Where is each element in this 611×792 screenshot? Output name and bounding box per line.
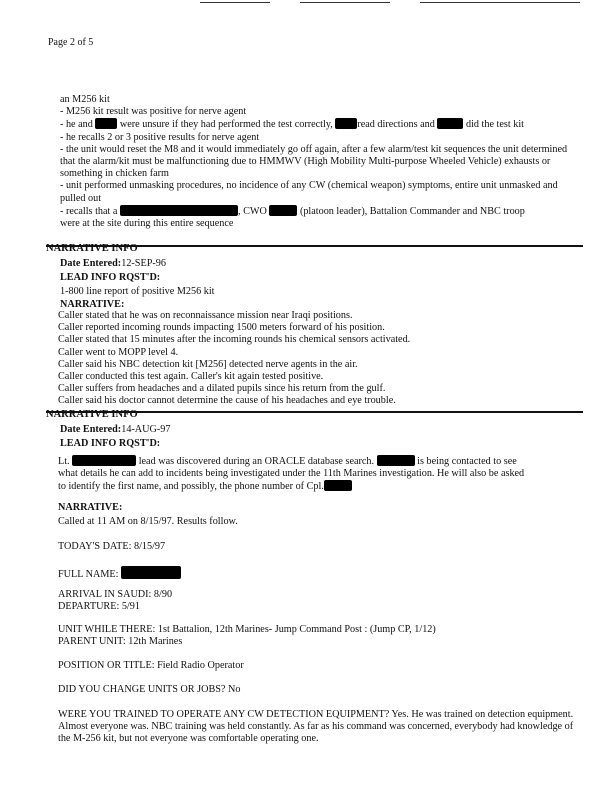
todays-date: TODAY'S DATE: 8/15/97 [58,541,166,552]
note-text: (platoon leader), Battalion Commander and NBC troop [299,205,525,217]
parent-unit-line: PARENT UNIT: 12th Marines [58,636,183,648]
full-name-label: FULL NAME: [58,569,119,580]
unit-info [58,624,571,648]
lead-line [58,480,571,493]
note-text: , CWO [237,205,267,217]
redaction-block [95,118,117,129]
narrative-entry-1 [60,258,571,311]
note-paragraph: - the unit would reset the M8 and it would immediately go off again, after a few alarm/test kit sequences the unit determined that the alarm/kit must be malfunctioning due to HMMWV (High Mobility Multi-purpose Wheeled Vehicle) exhausts or something in chicken farm [60,143,568,180]
top-rule [300,2,390,3]
redaction-block [324,480,352,491]
redaction-block [120,205,238,216]
note-paragraph: - unit performed unmasking procedures, no incidence of any CW (chemical weapon) symptoms, entire unit unmasked and pulled out [60,180,558,204]
note-line: an M256 kit [60,94,110,105]
narrative-2-body [58,502,571,528]
narrative-line: Caller stated that 15 minutes after the incoming rounds his chemical sensors activated. [58,334,411,346]
date-entered [60,424,571,436]
note-text: did the test kit [465,119,524,131]
note-text: were unsure if they had performed the test correctly, [119,119,333,131]
note-line: were at the site during this entire sequence [60,218,234,230]
lead-text: lead was discovered during an ORACLE database search. [138,456,375,467]
redaction-block [437,118,463,129]
arrival-line: ARRIVAL IN SAUDI: 8/90 [58,589,173,600]
redaction-block [269,205,297,216]
date-entered [60,258,571,270]
date-label: Date Entered: [60,258,122,269]
unit-line: UNIT WHILE THERE: 1st Battalion, 12th Marines- Jump Command Post : (Jump CP, 1/12) [58,624,436,635]
lead-text: Lt. [58,456,70,467]
lead-details [58,455,571,494]
note-text: read directions and [357,119,435,131]
narrative-line: Caller said his NBC detection kit [M256] detected nerve agents in the air. [58,358,358,370]
position-line: POSITION OR TITLE: Field Radio Operator [58,660,244,671]
deployment-dates [58,589,571,613]
top-rule [420,2,580,3]
narrative-label: NARRATIVE: [60,298,125,310]
lead-label: LEAD INFO RQST'D: [60,272,161,284]
redaction-block [335,118,357,129]
page-number: Page 2 of 5 [48,37,94,48]
date-value: 14-AUG-97 [121,424,171,435]
note-line [60,205,571,218]
lead-line: what details he can add to incidents being investigated under the 11th Marines investigation. He will also be asked [58,468,525,480]
lead-label: LEAD INFO RQST'D: [60,438,161,450]
note-text: - he and [60,119,93,131]
redaction-block [377,455,415,466]
change-units-line: DID YOU CHANGE UNITS OR JOBS? No [58,684,241,695]
continued-notes [60,94,571,230]
lead-text: is being contacted to see [417,456,517,467]
redaction-block [72,455,136,466]
section-title: NARRATIVE INFO [46,409,138,420]
narrative-line: Called at 11 AM on 8/15/97. Results follow. [58,516,238,528]
note-line: - M256 kit result was positive for nerve agent [60,106,247,118]
narrative-line: Caller said his doctor cannot determine the cause of his headaches and eye trouble. [58,395,396,407]
lead-line [58,455,571,468]
section-title: NARRATIVE INFO [46,243,138,254]
date-label: Date Entered: [60,424,122,435]
departure-line: DEPARTURE: 5/91 [58,601,140,613]
note-text: - recalls that a [60,205,118,217]
narrative-label: NARRATIVE: [58,502,123,513]
narrative-1-text [58,310,571,408]
top-rule [200,2,270,3]
lead-text: to identify the first name, and possibly, the phone number of Cpl. [58,481,324,493]
lead-value: 1-800 line report of positive M256 kit [60,286,215,298]
note-line: - he recalls 2 or 3 positive results for nerve agent [60,131,260,143]
narrative-line: Caller stated that he was on reconnaissance mission near Iraqi positions. [58,310,353,321]
narrative-entry-2 [60,424,571,450]
note-line [60,118,571,131]
training-paragraph: WERE YOU TRAINED TO OPERATE ANY CW DETECTION EQUIPMENT? Yes. He was trained on detection equipment. Almost everyone was. NBC training was held constantly. As far as his command was concerned, everybody had knowledge of the M-256 kit, but not everyone was comfortable operating one. [58,709,574,745]
redaction-block [121,566,181,579]
narrative-line: Caller suffers from headaches and a dilated pupils since his return from the gulf. [58,383,386,395]
narrative-line: Caller reported incoming rounds impacting 1500 meters forward of his position. [58,322,385,334]
date-value: 12-SEP-96 [121,258,166,269]
narrative-line: Caller conducted this test again. Caller's kit again tested positive. [58,371,324,383]
full-name-line [58,566,571,581]
narrative-line: Caller went to MOPP level 4. [58,346,179,358]
